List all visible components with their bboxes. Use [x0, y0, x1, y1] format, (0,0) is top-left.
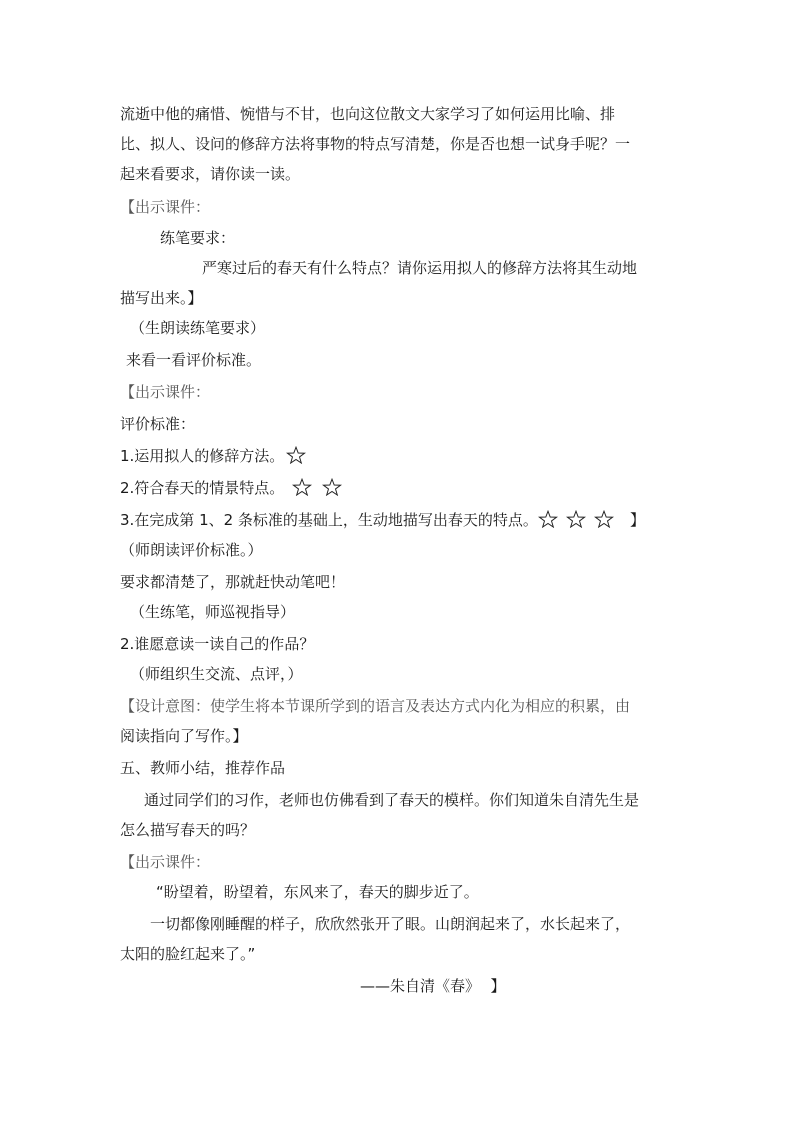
section-heading: 五、教师小结，推荐作品: [120, 759, 286, 777]
paragraph-line: 比、拟人、设问的修辞方法将事物的特点写清楚，你是否也想一试身手呢？一: [120, 135, 631, 153]
paragraph-line: 怎么描写春天的吗？: [120, 821, 256, 839]
criterion-row-1: [120, 446, 306, 466]
design-intent-line: 阅读指向了写作。】: [120, 727, 248, 745]
outline-star-icon: [286, 446, 306, 464]
courseware-close-bracket: 】: [629, 511, 645, 529]
criterion-text: 2.符合春天的情景特点。: [120, 479, 285, 497]
criterion-row-2: [120, 478, 342, 498]
evaluation-criteria-heading: 评价标准：: [120, 415, 196, 433]
paragraph-line: 起来看要求，请你读一读。: [120, 165, 301, 183]
outline-star-icon: [538, 510, 558, 528]
exercise-requirement-text: 严寒过后的春天有什么特点？请你运用拟人的修辞方法将其生动地: [202, 259, 638, 277]
quotation-line: 太阳的脸红起来了。”: [120, 945, 256, 963]
outline-star-icon: [566, 510, 586, 528]
paragraph-line: 通过同学们的习作，老师也仿佛看到了春天的模样。你们知道朱自清先生是: [144, 791, 640, 809]
quotation-line: 一切都像刚睡醒的样子，欣欣然张开了眼。山朗润起来了，水长起来了，: [150, 915, 631, 933]
paragraph-line: 要求都清楚了，那就赶快动笔吧！: [120, 573, 346, 591]
courseware-open-bracket: 【出示课件：: [120, 853, 211, 871]
quotation-line: “盼望着，盼望着，东风来了，春天的脚步近了。: [156, 883, 479, 901]
quotation-attribution: [360, 976, 506, 996]
teacher-activity-note: （师朗读评价标准。）: [120, 541, 263, 559]
criterion-text: 1.运用拟人的修辞方法。: [120, 447, 285, 465]
courseware-open-bracket: 【出示课件：: [120, 383, 211, 401]
courseware-open-bracket: 【出示课件：: [120, 198, 211, 216]
criterion-text: 3.在完成第 1、2 条标准的基础上，生动地描写出春天的特点。: [120, 511, 538, 529]
attribution-text: ——朱自清《春》: [360, 977, 473, 995]
courseware-close-bracket: 】: [490, 977, 506, 995]
student-activity-note: （生朗读练笔要求）: [130, 319, 266, 337]
outline-star-icon: [292, 478, 312, 496]
exercise-requirement-text: 描写出来。】: [120, 289, 203, 307]
criterion-row-3: [120, 510, 645, 530]
outline-star-icon: [322, 478, 342, 496]
paragraph-line: 流逝中他的痛惜、惋惜与不甘，也向这位散文大家学习了如何运用比喻、排: [120, 105, 616, 123]
student-activity-note: （生练笔，师巡视指导）: [130, 603, 296, 621]
design-intent-line: 【设计意图：使学生将本节课所学到的语言及表达方式内化为相应的积累，由: [120, 697, 631, 715]
exercise-requirement-heading: 练笔要求：: [160, 229, 236, 247]
outline-star-icon: [594, 510, 614, 528]
teacher-activity-note: （师组织生交流、点评，）: [130, 665, 303, 683]
question-line: 2.谁愿意读一读自己的作品？: [120, 635, 315, 653]
paragraph-line: 来看一看评价标准。: [126, 351, 262, 369]
